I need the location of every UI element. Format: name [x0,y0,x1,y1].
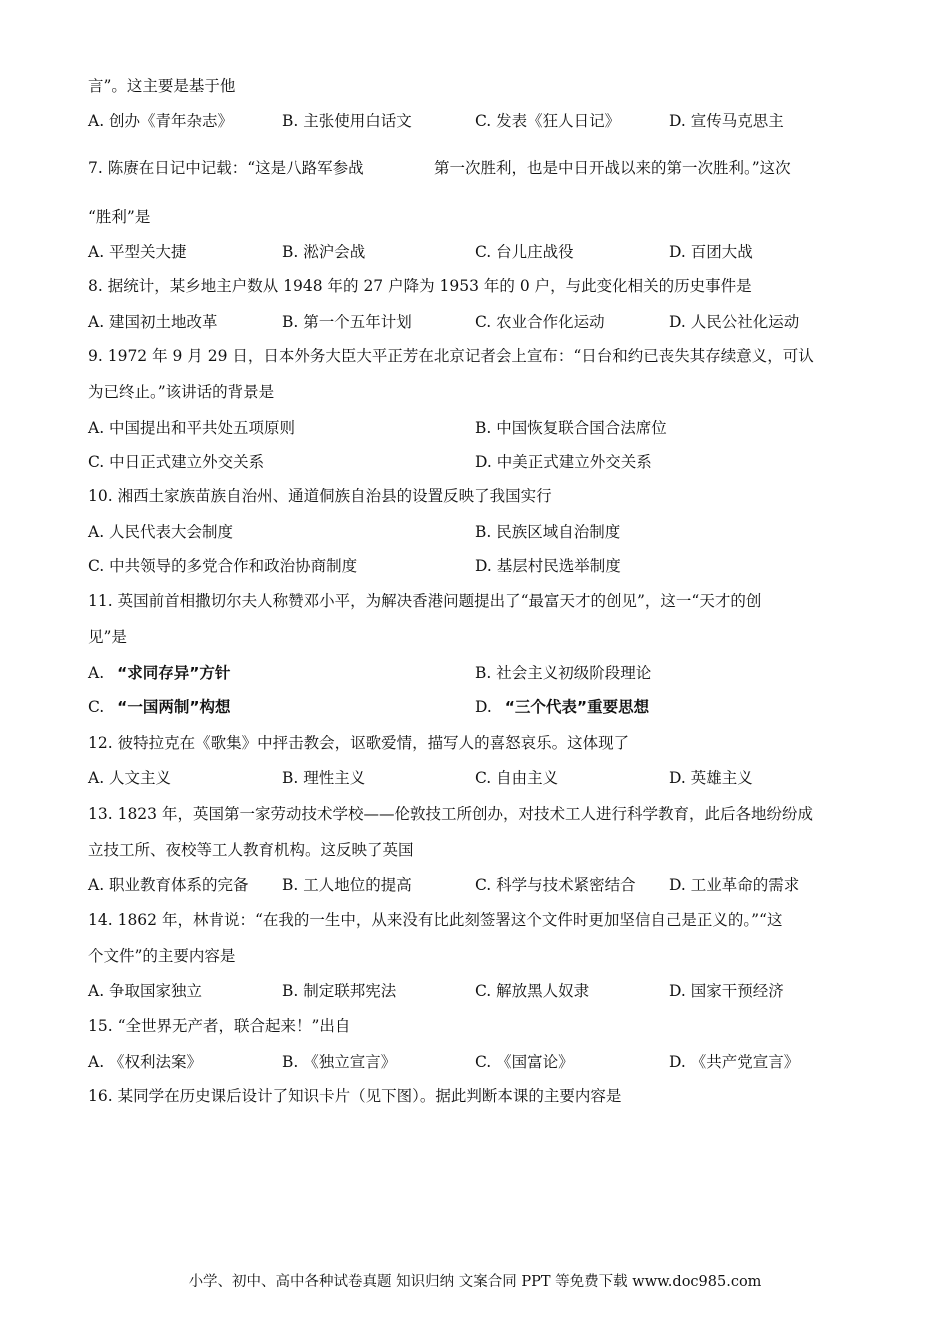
q11-option-d-prefix: D. [475,698,492,716]
q11-option-d [475,697,649,717]
q9-option-b: B. 中国恢复联合国合法席位 [475,419,667,437]
page-footer: 小学、初中、高中各种试卷真题 知识归纳 文案合同 PPT 等免费下载 www.doc985.com [188,1274,762,1290]
q6-option-c: C. 发表《狂人日记》 [475,112,621,130]
q8-option-d: D. 人民公社化运动 [669,313,800,331]
q15-option-c: C. 《国富论》 [475,1053,574,1071]
q7-option-b: B. 淞沪会战 [282,243,366,261]
q6-stem-tail: 言”。这主要是基于他 [88,77,236,95]
q12-option-d: D. 英雄主义 [669,769,753,787]
q13-option-a: A. 职业教育体系的完备 [88,876,249,894]
q8-option-b: B. 第一个五年计划 [282,313,412,331]
q7-option-c: C. 台儿庄战役 [475,243,574,261]
q10-option-a: A. 人民代表大会制度 [88,523,234,541]
q6-option-a: A. 创办《青年杂志》 [88,112,234,130]
q11-option-a-prefix: A. [88,664,105,682]
q11-option-a [88,663,230,683]
q8-option-a: A. 建国初土地改革 [88,313,218,331]
q11-option-b: B. 社会主义初级阶段理论 [475,664,652,682]
q14-stem-line1: 14. 1862 年，林肯说：“在我的一生中，从来没有比此刻签署这个文件时更加坚信自己是正义的。”“这 [88,911,783,929]
q10-option-c: C. 中共领导的多党合作和政治协商制度 [88,557,358,575]
q15-option-a: A. 《权利法案》 [88,1053,203,1071]
q14-option-c: C. 解放黑人奴隶 [475,982,590,1000]
q8-option-c: C. 农业合作化运动 [475,313,605,331]
q13-option-b: B. 工人地位的提高 [282,876,412,894]
q7-option-d: D. 百团大战 [669,243,753,261]
q14-option-b: B. 制定联邦宪法 [282,982,397,1000]
q12-option-b: B. 理性主义 [282,769,366,787]
q11-option-c-prefix: C. [88,698,105,716]
q6-option-b: B. 主张使用白话文 [282,112,412,130]
q7-stem-line1b: 第一次胜利，也是中日开战以来的第一次胜利。”这次 [434,159,791,177]
q10-option-b: B. 民族区域自治制度 [475,523,621,541]
q15-stem: 15. “全世界无产者，联合起来！”出自 [88,1017,351,1035]
q11-option-d-text: “三个代表”重要思想 [504,698,650,716]
q10-option-d: D. 基层村民选举制度 [475,557,621,575]
q16-stem: 16. 某同学在历史课后设计了知识卡片（见下图）。据此判断本课的主要内容是 [88,1087,622,1105]
q13-stem-line1: 13. 1823 年，英国第一家劳动技术学校——伦敦技工所创办，对技术工人进行科学教育，此后各地纷纷成 [88,805,813,823]
q13-stem-line2: 立技工所、夜校等工人教育机构。这反映了英国 [88,841,414,859]
q15-option-d: D. 《共产党宣言》 [669,1053,800,1071]
q12-option-c: C. 自由主义 [475,769,559,787]
q9-stem-line1: 9. 1972 年 9 月 29 日，日本外务大臣大平正芳在北京记者会上宣布：“日台和约已丧失其存续意义，可认 [88,347,814,365]
q11-option-c-text: “一国两制”构想 [117,698,231,716]
q11-stem-line1: 11. 英国前首相撒切尔夫人称赞邓小平，为解决香港问题提出了“最富天才的创见”，这一“天才的创 [88,592,762,610]
q12-stem: 12. 彼特拉克在《歌集》中抨击教会，讴歌爱情，描写人的喜怒哀乐。这体现了 [88,734,630,752]
q6-option-d: D. 宣传马克思主 [669,112,784,130]
q9-option-a: A. 中国提出和平共处五项原则 [88,419,296,437]
q11-option-c [88,697,231,717]
q14-option-a: A. 争取国家独立 [88,982,203,1000]
q12-option-a: A. 人文主义 [88,769,172,787]
q8-stem: 8. 据统计，某乡地主户数从 1948 年的 27 户降为 1953 年的 0 户，与此变化相关的历史事件是 [88,277,752,295]
q14-stem-line2: 个文件”的主要内容是 [88,947,236,965]
q15-option-b: B. 《独立宣言》 [282,1053,397,1071]
q13-option-c: C. 科学与技术紧密结合 [475,876,636,894]
q11-option-a-text: “求同存异”方针 [117,664,231,682]
q7-stem-line1a: 7. 陈赓在日记中记载：“这是八路军参战 [88,159,364,177]
q7-option-a: A. 平型关大捷 [88,243,187,261]
q7-stem-line2: “胜利”是 [88,208,151,226]
q9-stem-line2: 为已终止。”该讲话的背景是 [88,383,275,401]
q13-option-d: D. 工业革命的需求 [669,876,800,894]
q14-option-d: D. 国家干预经济 [669,982,784,1000]
q9-option-d: D. 中美正式建立外交关系 [475,453,652,471]
q10-stem: 10. 湘西土家族苗族自治州、通道侗族自治县的设置反映了我国实行 [88,487,552,505]
q9-option-c: C. 中日正式建立外交关系 [88,453,265,471]
q11-stem-line2: 见”是 [88,628,127,646]
